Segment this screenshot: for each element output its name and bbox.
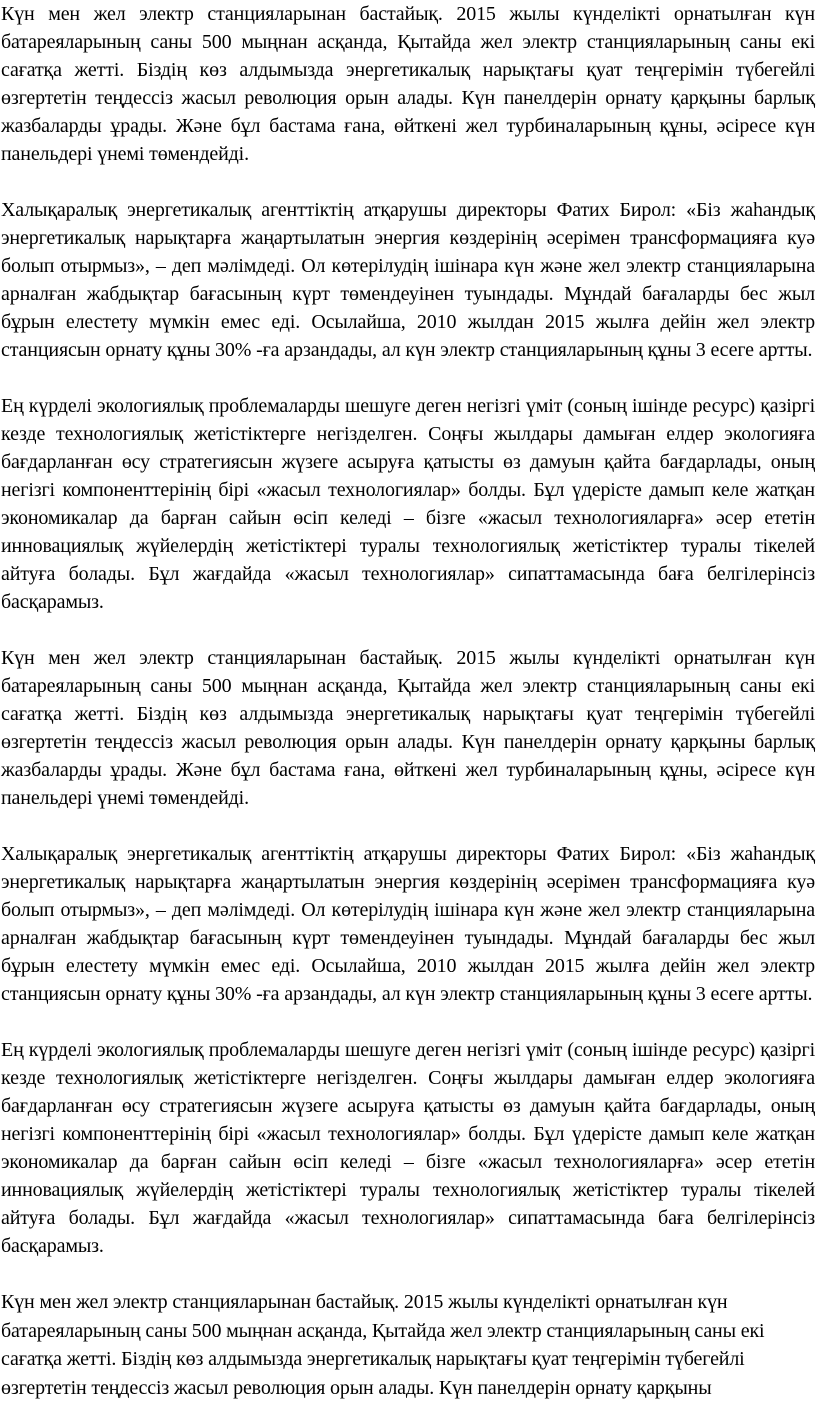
paragraph-iea-birol-quote-repeat: Халықаралық энергетикалық агенттіктің атқарушы директоры Фатих Бирол: «Біз жаһандық энергетикалық нарықтарға жаңартылатын энергия көздерінің әсерімен трансформацияға куә болып отырмыз», – деп мәлімдеді. Ол көтерілудің ішінара күн және жел электр станцияларына арналған жабдықтар бағасының күрт төмендеуінен туындады. Мұндай бағаларды бес жыл бұрын елестету мүмкін емес еді. Осылайша, 2010 жылдан 2015 жылға дейін жел электр станциясын орнату құны 30% -ға арзандады, ал күн электр станцияларының құны 3 есеге артты. <box>1 843 815 1005</box>
paragraph-solar-wind-intro-repeat: Күн мен жел электр станцияларынан бастайық. 2015 жылы күнделікті орнатылған күн батареяларының саны 500 мыңнан асқанда, Қытайда жел электр станцияларының саны екі сағатқа жетті. Біздің көз алдымызда энергетикалық нарықтағы қуат теңгерімін түбегейлі өзгертетін теңдессіз жасыл революция орын алады. Күн панелдерін орнату қарқыны барлық жазбаларды ұрады. Және бұл бастама ғана, өйткені жел турбиналарының құны, әсіресе күн панельдері үнемі төмендейді. <box>1 647 815 809</box>
paragraph-solar-wind-intro: Күн мен жел электр станцияларынан бастайық. 2015 жылы күнделікті орнатылған күн батареяларының саны 500 мыңнан асқанда, Қытайда жел электр станцияларының саны екі сағатқа жетті. Біздің көз алдымызда энергетикалық нарықтағы қуат теңгерімін түбегейлі өзгертетін теңдессіз жасыл революция орын алады. Күн панелдерін орнату қарқыны барлық жазбаларды ұрады. Және бұл бастама ғана, өйткені жел турбиналарының құны, әсіресе күн панельдері үнемі төмендейді. <box>1 3 815 165</box>
paragraph-green-technologies: Ең күрделі экологиялық проблемаларды шешуге деген негізгі үміт (соның ішінде ресурс) қазіргі кезде технологиялық жетістіктерге негізделген. Соңғы жылдары дамыған елдер экологияға бағдарланған өсу стратегиясын жүзеге асыруға қатысты өз дамуын қайта бағдарлады, оның негізгі компоненттерінің бірі «жасыл технологиялар» болды. Бұл үдерісте дамып келе жатқан экономикалар да барған сайын өсіп келеді – бізге «жасыл технологияларға» әсер ететін инновациялық жүйелердің жетістіктері туралы технологиялық жетістіктер туралы тікелей айтуға болады. Бұл жағдайда «жасыл технологиялар» сипаттамасында баға белгілерінсіз басқарамыз. <box>1 395 815 613</box>
paragraph-iea-birol-quote: Халықаралық энергетикалық агенттіктің атқарушы директоры Фатих Бирол: «Біз жаһандық энергетикалық нарықтарға жаңартылатын энергия көздерінің әсерімен трансформацияға куә болып отырмыз», – деп мәлімдеді. Ол көтерілудің ішінара күн және жел электр станцияларына арналған жабдықтар бағасының күрт төмендеуінен туындады. Мұндай бағаларды бес жыл бұрын елестету мүмкін емес еді. Осылайша, 2010 жылдан 2015 жылға дейін жел электр станциясын орнату құны 30% -ға арзандады, ал күн электр станцияларының құны 3 есеге артты. <box>1 199 815 361</box>
paragraph-solar-wind-intro-partial: Күн мен жел электр станцияларынан бастайық. 2015 жылы күнделікті орнатылған күн батареяларының саны 500 мыңнан асқанда, Қытайда жел электр станцияларының саны екі сағатқа жетті. Біздің көз алдымызда энергетикалық нарықтағы қуат теңгерімін түбегейлі өзгертетін теңдессіз жасыл революция орын алады. Күн панелдерін орнату қарқыны <box>1 1291 765 1399</box>
paragraph-green-technologies-repeat: Ең күрделі экологиялық проблемаларды шешуге деген негізгі үміт (соның ішінде ресурс) қазіргі кезде технологиялық жетістіктерге негізделген. Соңғы жылдары дамыған елдер экологияға бағдарланған өсу стратегиясын жүзеге асыруға қатысты өз дамуын қайта бағдарлады, оның негізгі компоненттерінің бірі «жасыл технологиялар» болды. Бұл үдерісте дамып келе жатқан экономикалар да барған сайын өсіп келеді – бізге «жасыл технологияларға» әсер ететін инновациялық жүйелердің жетістіктері туралы технологиялық жетістіктер туралы тікелей айтуға болады. Бұл жағдайда «жасыл технологиялар» сипаттамасында баға белгілерінсіз басқарамыз. <box>1 1039 815 1257</box>
